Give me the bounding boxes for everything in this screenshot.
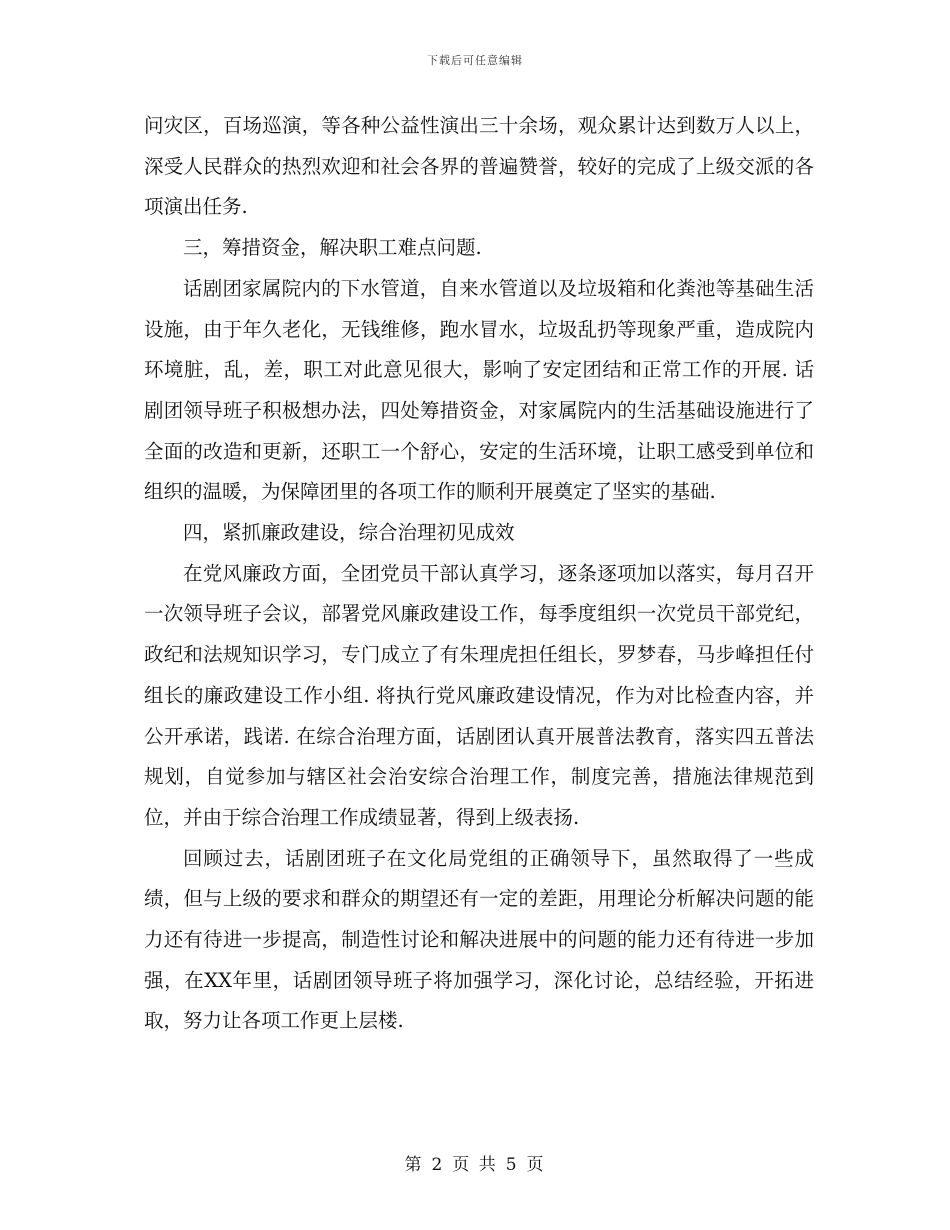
page-header: 下载后可任意编辑 (427, 54, 523, 67)
section-heading-4: 四，紧抓廉政建设，综合治理初见成效 (183, 521, 515, 545)
section-heading-3: 三，筹措资金，解决职工难点问题. (183, 236, 482, 260)
page-footer (0, 1150, 950, 1175)
footer-prefix: 第 (404, 1155, 424, 1175)
page-number: 2 (431, 1155, 445, 1175)
paragraph-3: 话剧团家属院内的下水管道，自来水管道以及垃圾箱和化粪池等基础生活设施，由于年久老化，无钱维修，跑水冒水，垃圾乱扔等现象严重，造成院内环境脏，乱，差，职工对此意见很大，影响了安定团结和正常工作的开展. 话剧团领导班子积极想办法，四处筹措资金，对家属院内的生活基础设施进行了全面的改造和更新，还职工一个舒心，安定的生活环境，让职工感受到单位和组织的温暖，为保障团里的各项工作的顺利开展奠定了坚实的基础. (144, 276, 814, 504)
footer-mid: 页 共 (452, 1155, 498, 1175)
paragraph-5: 在党风廉政方面，全团党员干部认真学习，逐条逐项加以落实，每月召开一次领导班子会议，部署党风廉政建设工作，每季度组织一次党员干部党纪，政纪和法规知识学习，专门成立了有朱理虎担任组长，罗梦春，马步峰担任付组长的廉政建设工作小组. 将执行党风廉政建设情况，作为对比检查内容，并公开承诺，践诺. 在综合治理方面，话剧团认真开展普法教育，落实四五普法规划，自觉参加与辖区社会治安综合治理工作，制度完善，措施法律规范到位，并由于综合治理工作成绩显著，得到上级表扬. (144, 561, 814, 829)
footer-suffix: 页 (526, 1155, 546, 1175)
page-total: 5 (505, 1155, 519, 1175)
paragraph-1: 问灾区，百场巡演，等各种公益性演出三十余场，观众累计达到数万人以上，深受人民群众的热烈欢迎和社会各界的普遍赞誉，较好的完成了上级交派的各项演出任务. (144, 114, 814, 219)
paragraph-6: 回顾过去，话剧团班子在文化局党组的正确领导下，虽然取得了一些成绩，但与上级的要求和群众的期望还有一定的差距，用理论分析解决问题的能力还有待进一步提高，制造性讨论和解决进展中的问题的能力还有待进一步加强，在XX年里，话剧团领导班子将加强学习，深化讨论，总结经验，开拓进取，努力让各项工作更上层楼. (144, 846, 814, 1033)
document-body (144, 106, 814, 1042)
